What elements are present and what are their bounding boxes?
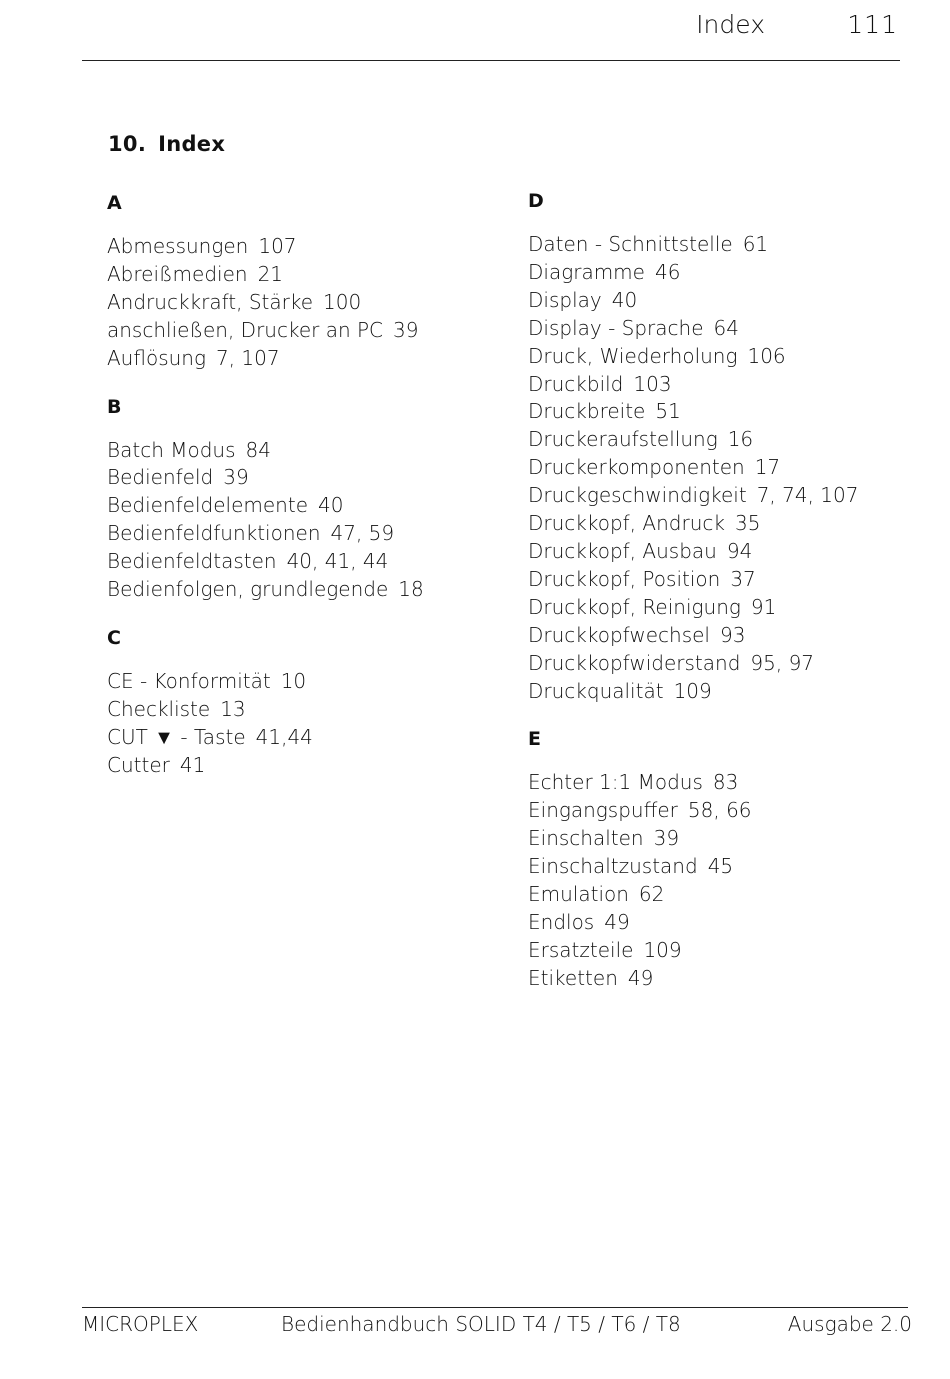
index-term: Etiketten <box>528 965 618 990</box>
index-entry <box>528 622 938 650</box>
index-page-refs: 103 <box>633 371 672 396</box>
footer-company: MICROPLEX <box>82 1312 199 1336</box>
index-term: Druckeraufstellung <box>528 427 718 452</box>
index-page-refs: 10 <box>280 668 307 693</box>
index-page-refs: 41 <box>179 752 206 777</box>
index-entry <box>107 548 517 576</box>
index-entry <box>107 724 517 752</box>
index-column-right <box>528 184 938 1010</box>
index-page-refs: 94 <box>726 538 753 563</box>
index-term: Druckkopfwiderstand <box>528 650 741 675</box>
index-page-refs: 64 <box>713 315 739 340</box>
index-page-refs: 16 <box>727 427 754 452</box>
section-title: Index <box>158 132 226 156</box>
running-title: Index <box>696 10 765 39</box>
index-page-refs: 35 <box>734 511 761 536</box>
index-entry <box>107 576 517 604</box>
index-term: Echter 1:1 Modus <box>528 770 703 795</box>
index-letter-heading: B <box>107 395 122 418</box>
index-entry <box>107 317 517 345</box>
index-page-refs: 106 <box>747 343 786 368</box>
index-page-refs: 21 <box>257 261 284 286</box>
index-entry <box>528 825 938 853</box>
index-term: Bedienfeldtasten <box>107 549 277 574</box>
index-entry <box>528 678 938 706</box>
index-page-refs: 45 <box>707 854 734 879</box>
index-group-c <box>107 621 517 780</box>
index-entry <box>528 398 938 426</box>
index-entry <box>528 343 938 371</box>
index-term: Abmessungen <box>107 234 249 258</box>
index-term: Druckkopf, Position <box>528 566 721 591</box>
index-page-refs: 49 <box>604 909 630 934</box>
index-entry <box>528 881 938 909</box>
index-term: Bedienfeld <box>107 465 214 490</box>
page-number: 111 <box>847 10 898 39</box>
index-term: Endlos <box>528 909 595 934</box>
index-term: Druckbild <box>528 371 624 396</box>
index-entry <box>528 371 938 399</box>
index-entry <box>107 289 517 317</box>
index-term: Display <box>528 287 602 312</box>
index-page-refs: 61 <box>742 232 769 256</box>
index-entry <box>528 594 938 622</box>
index-entry <box>528 965 938 993</box>
index-letter-heading: A <box>107 192 122 214</box>
index-entry <box>528 315 938 343</box>
index-page-refs: 93 <box>719 622 746 647</box>
index-term: Checkliste <box>107 696 211 721</box>
index-entry <box>528 937 938 965</box>
index-term: Display - Sprache <box>528 315 704 340</box>
index-letter-heading: C <box>107 626 121 649</box>
index-page-refs: 39 <box>223 465 249 490</box>
index-term: Abreißmedien <box>107 261 248 286</box>
header-divider <box>82 60 900 61</box>
index-entry <box>528 454 938 482</box>
index-page-refs: 7, 107 <box>215 345 280 370</box>
index-page-refs: 17 <box>754 455 781 480</box>
index-letter-heading: E <box>528 728 541 751</box>
index-entry <box>107 696 517 724</box>
index-column-left <box>107 186 517 797</box>
index-page-refs: 40, 41, 44 <box>286 549 389 574</box>
index-term: Emulation <box>528 882 629 907</box>
index-entry <box>107 464 517 492</box>
index-entry <box>528 426 938 454</box>
index-term: Druckkopf, Andruck <box>528 511 725 536</box>
index-entry <box>107 668 517 696</box>
footer-divider <box>82 1307 908 1308</box>
index-entry <box>528 510 938 538</box>
index-entry <box>107 492 517 520</box>
index-entry <box>528 482 938 510</box>
footer-manual-title: Bedienhandbuch SOLID T4 / T5 / T6 / T8 <box>281 1312 681 1336</box>
index-entry <box>528 566 938 594</box>
index-term: Batch Modus <box>107 437 236 462</box>
index-page-refs: 13 <box>220 696 246 721</box>
section-number: 10. <box>108 132 147 156</box>
index-page-refs: 49 <box>627 965 654 990</box>
index-letter-heading: D <box>528 190 544 212</box>
index-term: Druckbreite <box>528 399 646 424</box>
index-entry <box>528 287 938 315</box>
index-page-refs: 58, 66 <box>687 798 752 823</box>
index-term: Bedienfolgen, grundlegende <box>107 577 389 602</box>
index-entry <box>107 752 517 780</box>
index-entry <box>528 231 938 259</box>
index-entry <box>528 259 938 287</box>
index-group-d <box>528 184 938 705</box>
index-term: Druckgeschwindigkeit <box>528 483 747 508</box>
index-term: Druck, Wiederholung <box>528 343 738 368</box>
index-entry <box>107 233 517 261</box>
index-page-refs: 100 <box>323 289 362 314</box>
index-entry <box>528 538 938 566</box>
index-page-refs: 39 <box>393 317 419 342</box>
index-page-refs: 62 <box>638 882 665 907</box>
index-page-refs: 84 <box>245 437 271 462</box>
page-footer <box>82 1312 912 1342</box>
index-term: Druckerkomponenten <box>528 455 745 480</box>
index-entry <box>528 769 938 797</box>
index-entry <box>528 909 938 937</box>
index-term: Daten - Schnittstelle <box>528 232 733 256</box>
index-page-refs: 109 <box>673 678 712 703</box>
index-page-refs: 91 <box>750 594 777 619</box>
index-group-b <box>107 390 517 604</box>
page-header <box>0 8 900 48</box>
index-term: Einschaltzustand <box>528 854 698 879</box>
index-page-refs: 107 <box>258 234 297 258</box>
index-entry <box>528 797 938 825</box>
index-page-refs: 18 <box>398 577 424 602</box>
index-group-e <box>528 722 938 992</box>
index-entry <box>107 437 517 465</box>
index-page-refs: 7, 74, 107 <box>756 483 859 508</box>
index-entry <box>107 520 517 548</box>
footer-edition: Ausgabe 2.0 <box>787 1312 912 1336</box>
index-term: Druckkopfwechsel <box>528 622 710 647</box>
index-page-refs: 46 <box>654 259 681 284</box>
index-entry <box>528 650 938 678</box>
index-page-refs: 95, 97 <box>750 650 815 675</box>
index-term: Cutter <box>107 752 170 777</box>
index-term: CE - Konformität <box>107 668 271 693</box>
index-term: Diagramme <box>528 259 645 284</box>
index-page-refs: 83 <box>712 770 739 795</box>
index-entry <box>528 853 938 881</box>
index-term: Bedienfeldelemente <box>107 493 309 518</box>
index-term: Andruckkraft, Stärke <box>107 289 314 314</box>
index-page-refs: 40 <box>318 493 344 518</box>
index-term: Auflösung <box>107 345 206 370</box>
index-term: anschließen, Drucker an PC <box>107 317 384 342</box>
index-page-refs: 39 <box>653 826 680 851</box>
index-page-refs: 40 <box>611 287 638 312</box>
index-page-refs: 109 <box>643 937 682 962</box>
index-term: Einschalten <box>528 826 644 851</box>
index-term: Druckkopf, Reinigung <box>528 594 741 619</box>
index-page-refs: 41,44 <box>255 724 313 749</box>
index-term: Bedienfeldfunktionen <box>107 521 321 546</box>
index-page-refs: 47, 59 <box>330 521 395 546</box>
index-entry <box>107 345 517 373</box>
index-term: CUT ▼ - Taste <box>107 724 246 749</box>
index-group-a <box>107 186 517 373</box>
index-term: Druckkopf, Ausbau <box>528 538 717 563</box>
index-term: Eingangspuffer <box>528 798 678 823</box>
index-term: Druckqualität <box>528 678 664 703</box>
index-entry <box>107 261 517 289</box>
index-term: Ersatzteile <box>528 937 634 962</box>
section-heading <box>108 132 225 156</box>
index-page-refs: 37 <box>730 566 756 591</box>
index-page-refs: 51 <box>655 399 681 424</box>
